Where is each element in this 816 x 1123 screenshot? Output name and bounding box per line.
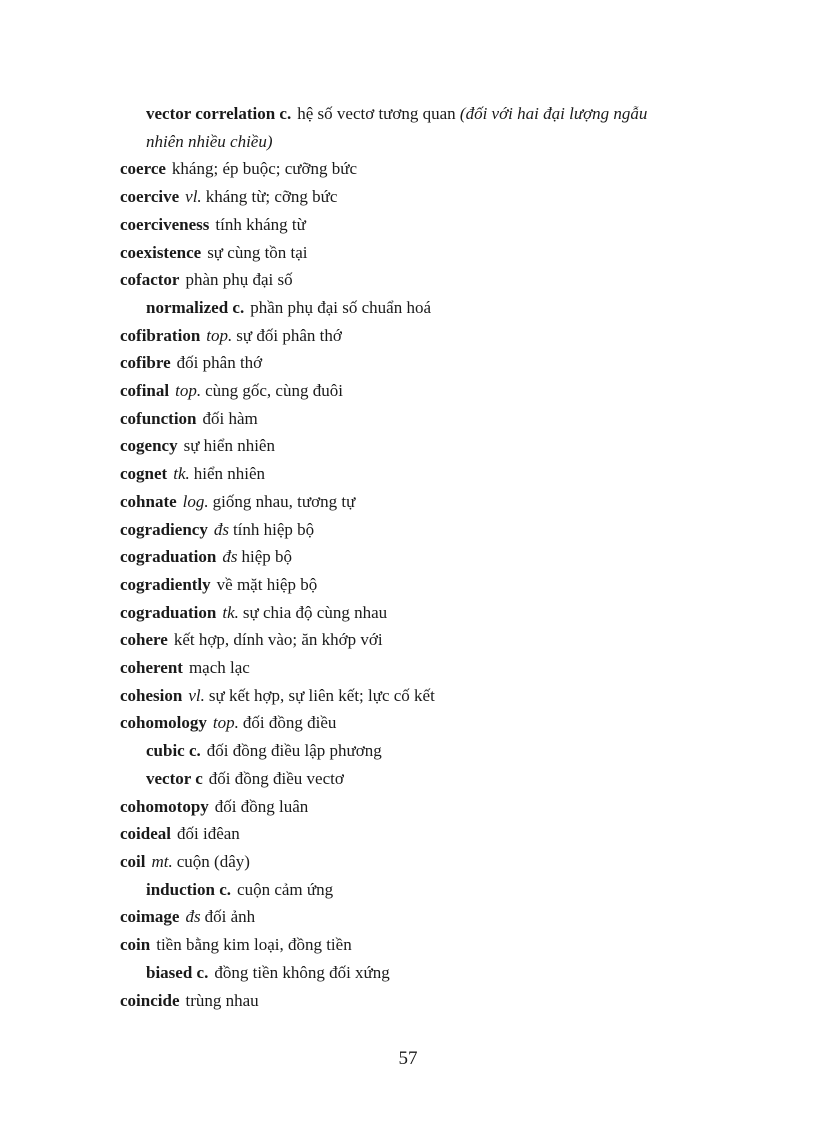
entry-headword: normalized c.: [146, 297, 245, 317]
entry-definition: sự cùng tồn tại: [207, 242, 308, 262]
sub-entry: [120, 959, 720, 987]
entry-headword: cofunction: [120, 408, 197, 428]
entry-definition: giống nhau, tương tự: [212, 491, 356, 511]
dictionary-entry: [120, 682, 720, 710]
entry-definition: về mặt hiệp bộ: [216, 574, 318, 594]
dictionary-entry: [120, 654, 720, 682]
entry-definition: đối đồng luân: [214, 796, 309, 816]
entry-definition: sự chia độ cùng nhau: [242, 602, 388, 622]
entry-field-label: mt.: [151, 851, 173, 871]
entry-field-label: đs: [213, 519, 229, 539]
entry-headword: cohomotopy: [120, 796, 209, 816]
dictionary-entry: [120, 155, 720, 183]
entry-field-label: đs: [222, 547, 238, 567]
entry-headword: coil: [120, 851, 146, 871]
dictionary-entry: [120, 432, 720, 460]
entry-definition: đối ảnh: [204, 907, 256, 927]
entry-headword: cogency: [120, 436, 178, 456]
entry-headword: cohomology: [120, 713, 207, 733]
entry-headword: cogradiency: [120, 519, 208, 539]
dictionary-entry: [120, 377, 720, 405]
entry-headword: coincide: [120, 990, 180, 1010]
entry-definition: kháng; ép buộc; cưỡng bức: [171, 159, 358, 179]
dictionary-entry: [120, 460, 720, 488]
entry-definition: sự đối phân thớ: [236, 325, 342, 345]
entry-definition: hệ số vectơ tương quan: [297, 104, 456, 123]
sub-entry: [120, 100, 720, 155]
entry-definition: trùng nhau: [185, 990, 259, 1010]
entry-definition: tính hiệp bộ: [232, 519, 315, 539]
dictionary-entry: [120, 793, 720, 821]
entry-definition: đối hàm: [202, 408, 258, 428]
entry-headword: coideal: [120, 824, 171, 844]
dictionary-entry: [120, 987, 720, 1015]
sub-entry: [120, 737, 720, 765]
entry-definition: đối iđêan: [177, 824, 240, 844]
dictionary-entry: [120, 571, 720, 599]
entry-headword: cofibre: [120, 353, 171, 373]
dictionary-entry: [120, 543, 720, 571]
entry-headword: cofinal: [120, 381, 170, 401]
entry-headword: coexistence: [120, 242, 202, 262]
dictionary-entry: [120, 626, 720, 654]
dictionary-entry: [120, 266, 720, 294]
entry-definition: phàn phụ đại số: [185, 270, 293, 290]
dictionary-entry: [120, 516, 720, 544]
entry-definition: phần phụ đại số chuẩn hoá: [250, 297, 432, 317]
dictionary-entry: [120, 709, 720, 737]
entry-definition: kháng từ; cỡng bức: [205, 187, 338, 207]
dictionary-entry: [120, 931, 720, 959]
dictionary-entry: [120, 183, 720, 211]
entry-headword: coin: [120, 935, 151, 955]
entry-headword: cohere: [120, 630, 168, 650]
entry-list: [120, 100, 720, 1014]
entry-headword: coimage: [120, 907, 180, 927]
entry-headword: cograduation: [120, 547, 217, 567]
dictionary-entry: [120, 239, 720, 267]
entry-headword: cograduation: [120, 602, 217, 622]
entry-field-label: tk.: [173, 464, 190, 484]
dictionary-entry: [120, 820, 720, 848]
entry-headword: cofibration: [120, 325, 201, 345]
entry-definition: đối phân thớ: [176, 353, 263, 373]
entry-headword: cofactor: [120, 270, 180, 290]
entry-definition: mạch lạc: [188, 658, 250, 678]
entry-note: (đối với hai đại lượng ngẫu: [459, 104, 648, 123]
entry-headword: cogradiently: [120, 574, 211, 594]
entry-definition: đối đồng điều vectơ: [208, 768, 344, 788]
entry-headword: cohesion: [120, 685, 183, 705]
entry-headword: cubic c.: [146, 741, 201, 761]
sub-entry: [120, 765, 720, 793]
entry-field-label: đs: [185, 907, 201, 927]
page-number: 57: [398, 1048, 418, 1069]
entry-definition: đồng tiền không đối xứng: [214, 962, 390, 982]
dictionary-entry: [120, 405, 720, 433]
entry-headword: coercive: [120, 187, 180, 207]
entry-definition: tính kháng từ: [215, 214, 306, 234]
entry-field-label: vl.: [188, 685, 205, 705]
entry-headword: vector c: [146, 768, 203, 788]
entry-field-label: top.: [175, 381, 202, 401]
entry-definition: cùng gốc, cùng đuôi: [205, 381, 343, 401]
entry-headword: cohnate: [120, 491, 177, 511]
dictionary-entry: [120, 211, 720, 239]
entry-definition: đối đồng điều: [242, 713, 337, 733]
entry-definition: hiệp bộ: [241, 547, 292, 567]
entry-definition: kết hợp, dính vào; ăn khớp với: [173, 630, 383, 650]
entry-headword: cognet: [120, 464, 168, 484]
sub-entry: [120, 294, 720, 322]
entry-definition: cuộn (dây): [176, 851, 250, 871]
entry-definition: sự kết hợp, sự liên kết; lực cố kết: [208, 685, 435, 705]
entry-definition: tiền bằng kim loại, đồng tiền: [156, 935, 352, 955]
dictionary-entry: [120, 488, 720, 516]
entry-headword: biased c.: [146, 962, 209, 982]
dictionary-entry: [120, 903, 720, 931]
entry-note-continuation: nhiên nhiều chiều): [146, 131, 273, 151]
entry-field-label: log.: [182, 491, 209, 511]
entry-headword: induction c.: [146, 879, 232, 899]
entry-headword: coherent: [120, 658, 183, 678]
entry-definition: hiển nhiên: [193, 464, 266, 484]
sub-entry: [120, 876, 720, 904]
dictionary-entry: [120, 599, 720, 627]
entry-headword: coerciveness: [120, 214, 210, 234]
dictionary-entry: [120, 322, 720, 350]
entry-definition: cuộn cảm ứng: [237, 879, 334, 899]
dictionary-entry: [120, 349, 720, 377]
entry-field-label: tk.: [222, 602, 239, 622]
dictionary-entry: [120, 848, 720, 876]
entry-field-label: top.: [212, 713, 239, 733]
entry-definition: sự hiển nhiên: [183, 436, 275, 456]
entry-field-label: top.: [206, 325, 233, 345]
entry-definition: đối đồng điều lập phương: [206, 741, 382, 761]
entry-headword: coerce: [120, 159, 166, 179]
entry-field-label: vl.: [185, 187, 202, 207]
entry-headword: vector correlation c.: [146, 104, 292, 123]
